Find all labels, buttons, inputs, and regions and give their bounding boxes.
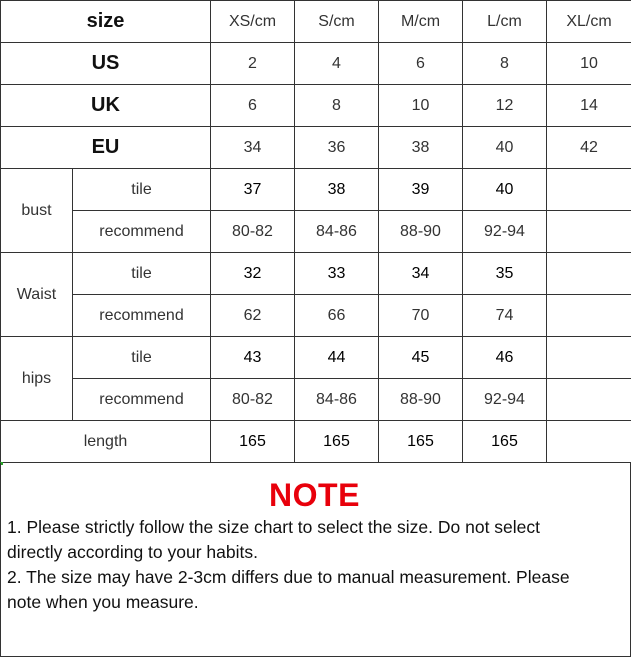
note-line: 2. The size may have 2-3cm differs due to manual measurement. Please xyxy=(7,567,570,587)
header-size: size xyxy=(1,1,211,43)
table-cell: 14 xyxy=(547,85,631,127)
table-cell xyxy=(547,421,631,463)
bust-tile-row xyxy=(1,169,631,211)
waist-recommend-row xyxy=(1,295,631,337)
region-row-eu xyxy=(1,127,631,169)
table-cell xyxy=(547,169,631,211)
region-row-uk xyxy=(1,85,631,127)
table-cell: 8 xyxy=(295,85,379,127)
table-cell: 34 xyxy=(211,127,295,169)
waist-tile-row xyxy=(1,253,631,295)
table-cell: 80-82 xyxy=(211,379,295,421)
table-cell: 32 xyxy=(211,253,295,295)
measure-label-bust: bust xyxy=(1,169,73,253)
table-cell: 6 xyxy=(211,85,295,127)
note-line: note when you measure. xyxy=(7,592,199,612)
measure-label-hips: hips xyxy=(1,337,73,421)
table-cell: 43 xyxy=(211,337,295,379)
table-cell: 33 xyxy=(295,253,379,295)
table-cell: 35 xyxy=(463,253,547,295)
table-cell: 84-86 xyxy=(295,211,379,253)
table-cell: 165 xyxy=(211,421,295,463)
table-cell: 165 xyxy=(379,421,463,463)
row-sub-label: recommend xyxy=(73,211,211,253)
table-cell: 40 xyxy=(463,127,547,169)
table-cell: 10 xyxy=(379,85,463,127)
table-cell: 84-86 xyxy=(295,379,379,421)
table-cell: 62 xyxy=(211,295,295,337)
header-l: L/cm xyxy=(463,1,547,43)
header-m: M/cm xyxy=(379,1,463,43)
table-cell: 88-90 xyxy=(379,211,463,253)
bust-recommend-row xyxy=(1,211,631,253)
region-label: EU xyxy=(1,127,211,169)
table-cell: 80-82 xyxy=(211,211,295,253)
table-cell: 34 xyxy=(379,253,463,295)
measure-label-waist: Waist xyxy=(1,253,73,337)
length-label: length xyxy=(1,421,211,463)
row-sub-label: recommend xyxy=(73,295,211,337)
table-cell xyxy=(547,337,631,379)
table-cell: 39 xyxy=(379,169,463,211)
note-title: NOTE xyxy=(269,477,360,513)
region-label: UK xyxy=(1,85,211,127)
table-cell xyxy=(547,211,631,253)
table-cell xyxy=(547,253,631,295)
table-cell: 70 xyxy=(379,295,463,337)
table-cell: 46 xyxy=(463,337,547,379)
region-row-us xyxy=(1,43,631,85)
table-cell: 37 xyxy=(211,169,295,211)
region-label: US xyxy=(1,43,211,85)
table-cell: 8 xyxy=(463,43,547,85)
header-xs: XS/cm xyxy=(211,1,295,43)
table-cell: 10 xyxy=(547,43,631,85)
table-cell xyxy=(547,295,631,337)
table-cell: 44 xyxy=(295,337,379,379)
table-cell: 88-90 xyxy=(379,379,463,421)
note-line: directly according to your habits. xyxy=(7,542,258,562)
table-cell: 74 xyxy=(463,295,547,337)
table-cell: 12 xyxy=(463,85,547,127)
row-sub-label: tile xyxy=(73,253,211,295)
table-cell: 36 xyxy=(295,127,379,169)
table-cell xyxy=(547,379,631,421)
table-cell: 40 xyxy=(463,169,547,211)
table-cell: 42 xyxy=(547,127,631,169)
table-cell: 45 xyxy=(379,337,463,379)
row-sub-label: recommend xyxy=(73,379,211,421)
note-line: 1. Please strictly follow the size chart to select the size. Do not select xyxy=(7,517,541,537)
length-row xyxy=(1,421,631,463)
header-row xyxy=(1,1,631,43)
hips-recommend-row xyxy=(1,379,631,421)
table-cell: 6 xyxy=(379,43,463,85)
row-sub-label: tile xyxy=(73,337,211,379)
table-cell: 4 xyxy=(295,43,379,85)
header-s: S/cm xyxy=(295,1,379,43)
table-cell: 38 xyxy=(379,127,463,169)
table-cell: 38 xyxy=(295,169,379,211)
row-sub-label: tile xyxy=(73,169,211,211)
header-xl: XL/cm xyxy=(547,1,631,43)
table-cell: 92-94 xyxy=(463,379,547,421)
table-cell: 66 xyxy=(295,295,379,337)
note-panel xyxy=(0,463,631,657)
table-cell: 2 xyxy=(211,43,295,85)
hips-tile-row xyxy=(1,337,631,379)
table-cell: 165 xyxy=(463,421,547,463)
table-cell: 92-94 xyxy=(463,211,547,253)
table-cell: 165 xyxy=(295,421,379,463)
